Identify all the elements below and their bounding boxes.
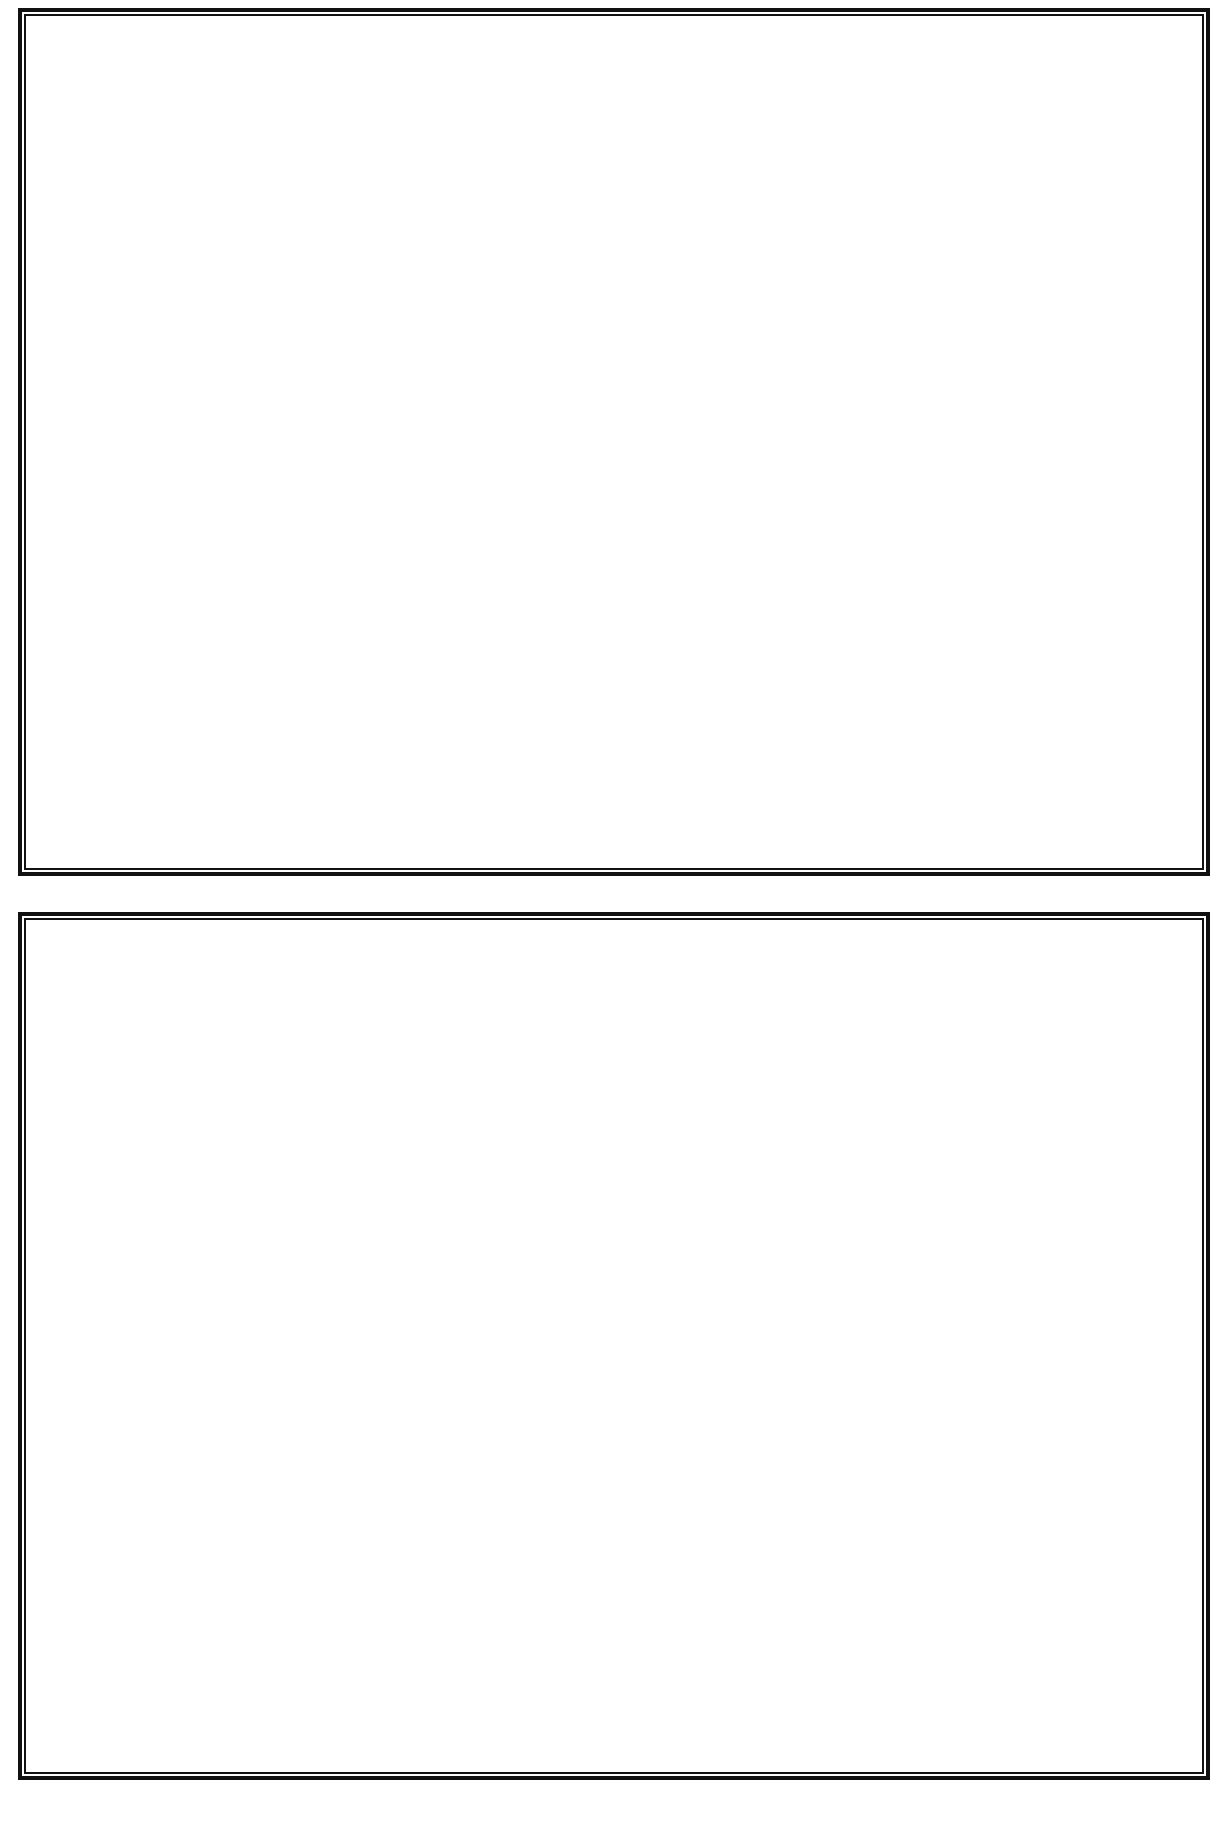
bottom-columns	[32, 928, 1196, 1764]
bottom-page	[18, 912, 1210, 1780]
top-page	[18, 8, 1210, 876]
top-columns	[32, 24, 1196, 860]
